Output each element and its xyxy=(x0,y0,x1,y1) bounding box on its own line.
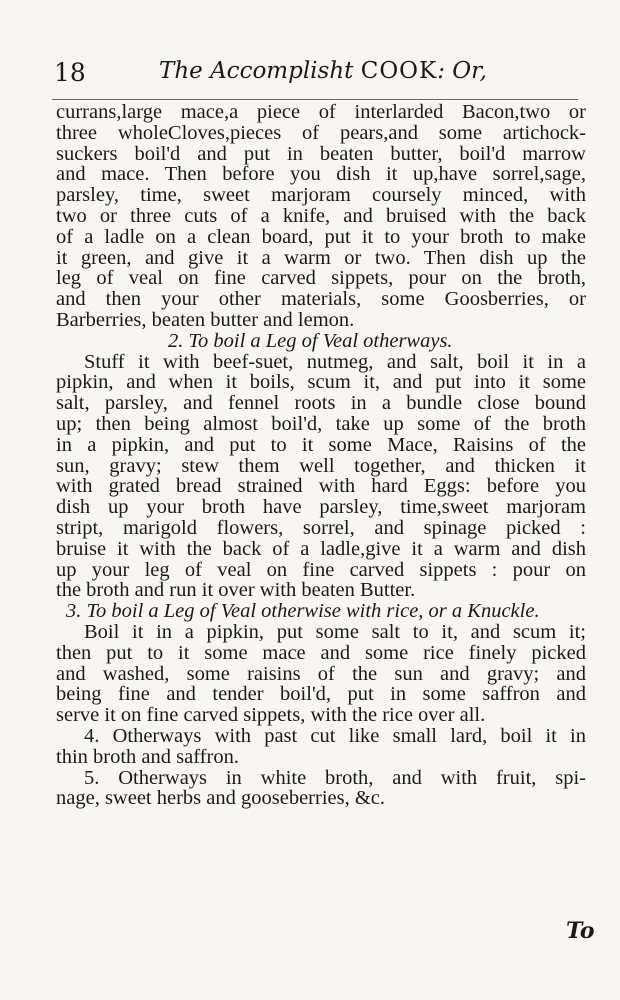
page-number: 18 xyxy=(54,58,86,87)
running-title xyxy=(159,58,487,84)
body-text xyxy=(56,102,586,809)
text-line: Boil it in a pipkin, put some salt to it, and scum it; xyxy=(84,620,586,643)
recipe-heading-2: 2. To boil a Leg of Veal otherways. xyxy=(168,329,453,352)
text-line: parsley, time, sweet marjoram coursely minced, with xyxy=(56,184,586,207)
text-line: suckers boil'd and put in beaten butter, boil'd marrow xyxy=(56,142,586,165)
header-rule xyxy=(52,99,578,100)
text-line: Stuff it with beef-suet, nutmeg, and salt, boil it in a xyxy=(84,350,586,373)
text-line: and mace. Then before you dish it up,have sorrel,sage, xyxy=(56,163,586,186)
running-title-rest: : Or, xyxy=(437,58,487,84)
text-line: three wholeCloves,pieces of pears,and some artichock- xyxy=(56,121,586,144)
text-line: thin broth and saffron. xyxy=(56,745,239,768)
text-line: bruise it with the back of a ladle,give it a warm and dish xyxy=(56,537,586,560)
text-line: dish up your broth have parsley, time,sweet marjoram xyxy=(56,496,586,519)
text-line: being fine and tender boil'd, put in some saffron and xyxy=(56,683,586,706)
text-line: Barberries, beaten butter and lemon. xyxy=(56,308,355,331)
text-line: stript, marigold flowers, sorrel, and spinage picked : xyxy=(56,516,586,539)
paragraph-5 xyxy=(56,768,586,810)
text-line: the broth and run it over with beaten Butter. xyxy=(56,579,416,602)
text-line: and then your other materials, some Goosberries, or xyxy=(56,288,586,311)
paragraph-1 xyxy=(56,102,586,331)
recipe-heading-3: 3. To boil a Leg of Veal otherwise with rice, or a Knuckle. xyxy=(66,600,540,623)
text-line: with grated bread strained with hard Eggs: before you xyxy=(56,475,586,498)
text-line: salt, parsley, and fennel roots in a bundle close bound xyxy=(56,392,586,415)
running-title-caps: COOK xyxy=(360,58,438,84)
text-line: 5. Otherways in white broth, and with fruit, spi- xyxy=(84,766,586,789)
text-line: in a pipkin, and put to it some Mace, Raisins of the xyxy=(56,433,586,456)
text-line: currans,large mace,a piece of interlarded Bacon,two or xyxy=(56,101,586,123)
paragraph-3 xyxy=(56,622,586,726)
text-line: then put to it some mace and some rice finely picked xyxy=(56,641,586,664)
text-line: it green, and give it a warm or two. Then dish up the xyxy=(56,246,586,269)
text-line: nage, sweet herbs and gooseberries, &c. xyxy=(56,787,386,810)
text-line: up your leg of veal on fine carved sippets : pour on xyxy=(56,558,586,581)
text-line: leg of veal on fine carved sippets, pour on the broth, xyxy=(56,267,586,290)
text-line: serve it on fine carved sippets, with the rice over all. xyxy=(56,704,486,727)
text-line: pipkin, and when it boils, scum it, and put into it some xyxy=(56,371,586,394)
text-line: 4. Otherways with past cut like small lard, boil it in xyxy=(84,724,586,747)
text-line: of a ladle on a clean board, put it to your broth to make xyxy=(56,225,586,248)
page-header xyxy=(44,58,560,92)
text-line: up; then being almost boil'd, take up some of the broth xyxy=(56,412,586,435)
text-line: sun, gravy; stew them well together, and thicken it xyxy=(56,454,586,477)
catchword: To xyxy=(566,918,595,944)
paragraph-4 xyxy=(56,726,586,768)
paragraph-2 xyxy=(56,352,586,602)
text-line: and washed, some raisins of the sun and gravy; and xyxy=(56,662,586,685)
text-line: two or three cuts of a knife, and bruised with the back xyxy=(56,204,586,227)
running-title-italic: The Accomplisht xyxy=(159,58,361,84)
